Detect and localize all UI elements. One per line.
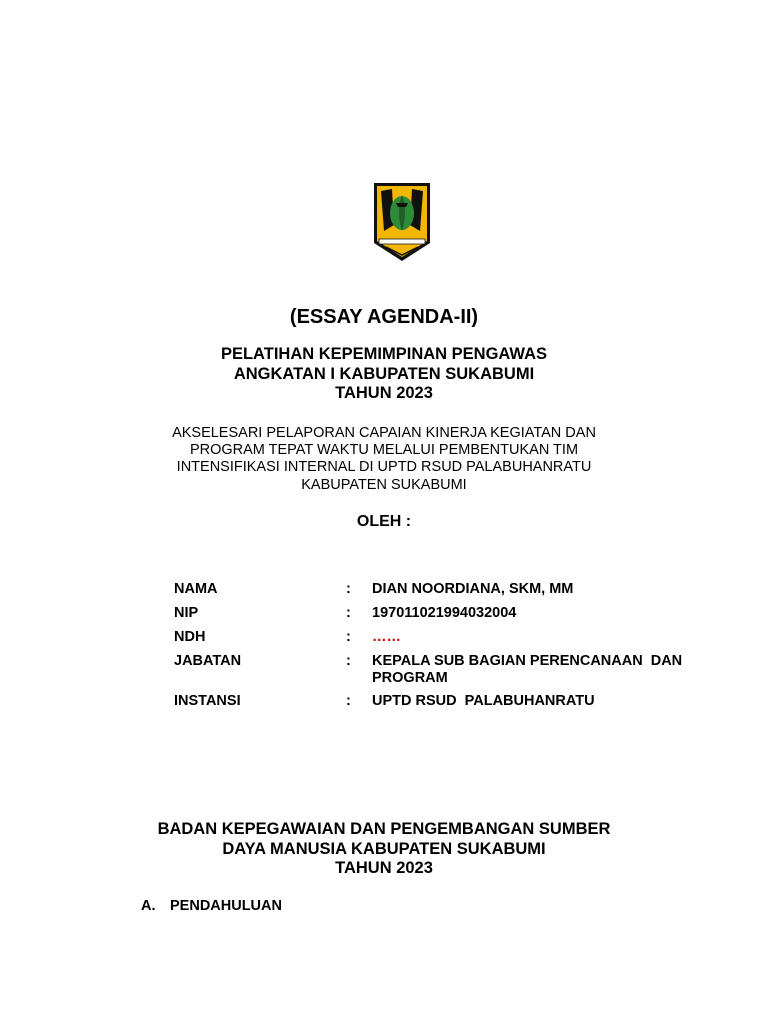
instansi-label: INSTANSI (174, 693, 241, 709)
colon: : (346, 693, 351, 709)
subject-line-1: AKSELESARI PELAPORAN CAPAIAN KINERJA KEGIATAN DAN (172, 425, 596, 441)
kabupaten-sukabumi-emblem-icon (372, 181, 432, 263)
training-heading (0, 345, 768, 404)
ndh-value: …… (372, 629, 401, 645)
section-letter: A. (141, 898, 156, 914)
heading-line-3: TAHUN 2023 (335, 384, 433, 402)
nama-label: NAMA (174, 581, 218, 597)
colon: : (346, 605, 351, 621)
section-title: PENDAHULUAN (170, 898, 282, 914)
nama-value: DIAN NOORDIANA, SKM, MM (372, 581, 574, 597)
subject-line-2: PROGRAM TEPAT WAKTU MELALUI PEMBENTUKAN TIM (189, 442, 579, 459)
footer-line-1: BADAN KEPEGAWAIAN DAN PENGEMBANGAN SUMBER (157, 820, 611, 838)
colon: : (346, 581, 351, 597)
essay-title: (ESSAY AGENDA-II) (289, 306, 479, 328)
ndh-label: NDH (174, 629, 206, 645)
jabatan-value (372, 653, 722, 687)
footer-line-2: DAYA MANUSIA KABUPATEN SUKABUMI (222, 839, 546, 858)
colon: : (346, 629, 351, 645)
subject-line-4: KABUPATEN SUKABUMI (301, 476, 467, 493)
colon: : (346, 653, 351, 669)
footer-line-3: TAHUN 2023 (335, 859, 433, 877)
jabatan-value-line-1: KEPALA SUB BAGIAN PERENCANAAN DAN (372, 653, 683, 669)
nip-label: NIP (174, 605, 199, 621)
subject-line-3: INTENSIFIKASI INTERNAL DI UPTD RSUD PALABUHANRATU (176, 459, 592, 476)
institution-footer (0, 820, 768, 879)
nip-value: 197011021994032004 (372, 605, 517, 621)
essay-subject (0, 425, 768, 494)
oleh-label: OLEH : (356, 513, 412, 530)
heading-line-2: ANGKATAN I KABUPATEN SUKABUMI (233, 364, 535, 383)
heading-line-1: PELATIHAN KEPEMIMPINAN PENGAWAS (220, 345, 548, 363)
jabatan-value-line-2: PROGRAM (372, 670, 448, 686)
jabatan-label: JABATAN (174, 653, 242, 669)
instansi-value: UPTD RSUD PALABUHANRATU (372, 693, 595, 709)
